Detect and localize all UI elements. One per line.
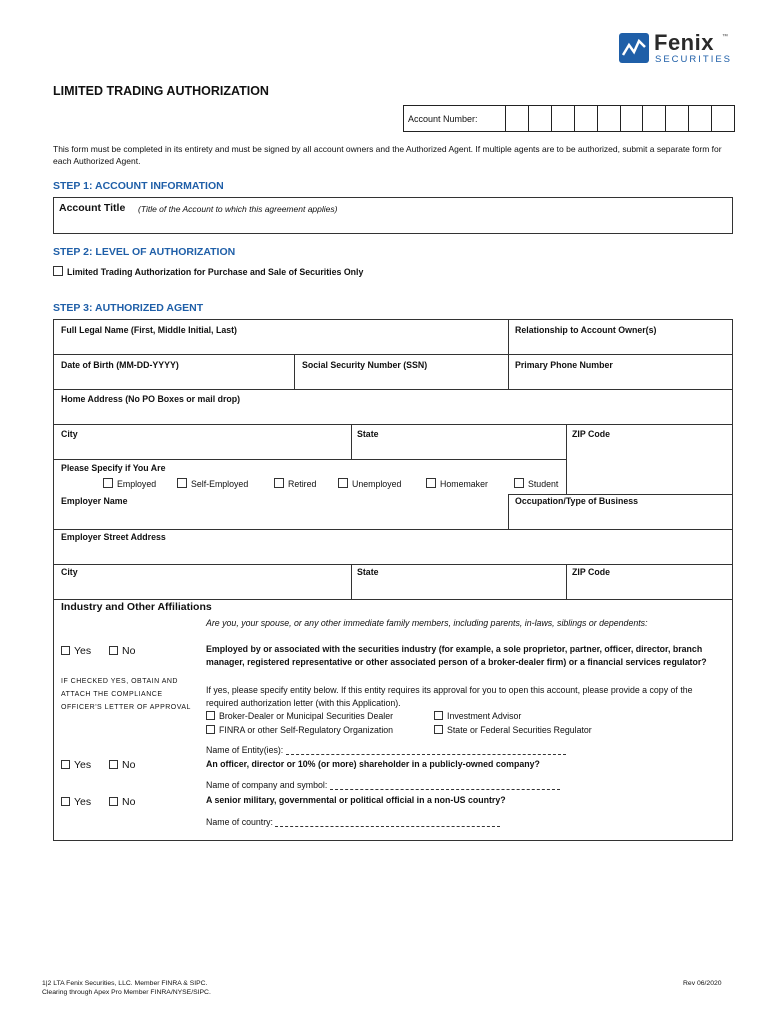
entity-name-label: Name of Entity(ies): [206, 745, 284, 755]
city-label: City [61, 429, 78, 439]
yes-label: Yes [74, 759, 92, 771]
q2-no[interactable] [109, 759, 135, 771]
entity-option-label: Broker-Dealer or Municipal Securities Dealer [219, 711, 394, 721]
q1-no[interactable] [109, 645, 135, 657]
country-field[interactable] [206, 817, 500, 827]
employer-street-label: Employer Street Address [61, 532, 166, 542]
q2-yes[interactable] [61, 759, 91, 771]
account-digit-cell[interactable] [666, 106, 689, 131]
account-digit-cell[interactable] [575, 106, 598, 131]
step2-heading: STEP 2: LEVEL OF AUTHORIZATION [53, 246, 236, 258]
page-title: LIMITED TRADING AUTHORIZATION [53, 84, 269, 98]
checkbox[interactable] [434, 725, 443, 734]
question-1: Employed by or associated with the securities industry (for example, a sole proprietor, partner, officer, director, branch manager, registered representative or other associated person of a broker-dealer firm) or a financial services regulator? [206, 644, 707, 668]
employment-option[interactable] [426, 478, 488, 489]
account-digit-cell[interactable] [529, 106, 552, 131]
country-label: Name of country: [206, 817, 273, 827]
account-title-hint: (Title of the Account to which this agreement applies) [138, 204, 338, 214]
entity-option-label: Investment Advisor [447, 711, 522, 721]
yes-label: Yes [74, 645, 92, 657]
employer-state-label: State [357, 567, 379, 577]
account-title-field[interactable] [53, 197, 733, 234]
employer-name-label: Employer Name [61, 496, 128, 506]
entity-option[interactable] [206, 725, 393, 735]
affiliations-heading: Industry and Other Affiliations [61, 601, 212, 613]
specify-label: Please Specify if You Are [61, 463, 166, 473]
occupation-label: Occupation/Type of Business [515, 496, 639, 506]
entity-name-input[interactable] [286, 745, 566, 755]
q1-yes[interactable] [61, 645, 91, 657]
account-digit-cell[interactable] [621, 106, 644, 131]
account-title-label: Account Title [59, 202, 126, 214]
revision-date: Rev 06/2020 [683, 980, 722, 987]
account-digit-cell[interactable] [643, 106, 666, 131]
checkbox[interactable] [206, 711, 215, 720]
intro-text: This form must be completed in its entirety and must be signed by all account owners and the Authorized Agent. If multiple agents are to be authorized, submit a separate form for each Authorized Agent. [53, 144, 722, 166]
checkbox[interactable] [109, 646, 118, 655]
entity-option-label: FINRA or other Self-Regulatory Organization [219, 725, 394, 735]
compliance-note-line: IF CHECKED YES, OBTAIN AND [61, 678, 178, 685]
checkbox[interactable] [53, 266, 63, 276]
zip-label: ZIP Code [572, 429, 610, 439]
question-2: An officer, director or 10% (or more) shareholder in a publicly-owned company? [206, 759, 540, 769]
employment-option[interactable] [514, 478, 558, 489]
footer-left [42, 979, 211, 997]
account-number-field[interactable] [403, 105, 735, 132]
dob-label: Date of Birth (MM-DD-YYYY) [61, 360, 179, 370]
state-label: State [357, 429, 379, 439]
footer-line: Clearing through Apex Pro Member FINRA/NYSE/SIPC. [42, 989, 211, 996]
step3-heading: STEP 3: AUTHORIZED AGENT [53, 302, 204, 314]
employer-zip-label: ZIP Code [572, 567, 610, 577]
account-digit-cell[interactable] [552, 106, 575, 131]
step1-heading: STEP 1: ACCOUNT INFORMATION [53, 180, 224, 192]
limited-trading-label: Limited Trading Authorization for Purchase and Sale of Securities Only [67, 267, 364, 277]
checkbox[interactable] [61, 646, 70, 655]
compliance-note-line: ATTACH THE COMPLIANCE [61, 691, 163, 698]
checkbox[interactable] [514, 478, 524, 488]
affiliations-intro: Are you, your spouse, or any other immediate family members, including parents, in-laws, siblings or dependents: [206, 618, 648, 628]
checkbox[interactable] [338, 478, 348, 488]
employment-option[interactable] [338, 478, 401, 489]
fenix-logo-mark [619, 33, 649, 63]
logo-subtitle: SECURITIES [655, 54, 733, 65]
compliance-note-line: OFFICER'S LETTER OF APPROVAL [61, 704, 191, 711]
no-label: No [122, 759, 136, 771]
compliance-note [61, 675, 191, 714]
no-label: No [122, 645, 136, 657]
entity-option-label: State or Federal Securities Regulator [447, 725, 592, 735]
q3-yes[interactable] [61, 796, 91, 808]
employment-option-label: Student [528, 479, 559, 489]
company-symbol-field[interactable] [206, 780, 560, 790]
logo-trademark: ™ [722, 34, 728, 40]
checkbox[interactable] [109, 760, 118, 769]
entity-option[interactable] [434, 711, 521, 721]
question-1-followup: If yes, please specify entity below. If this entity requires its approval for you to open this account, please provide a copy of the required authorization letter (with this Application). [206, 685, 693, 709]
footer-line: 1|2 LTA Fenix Securities, LLC. Member FINRA & SIPC. [42, 980, 208, 987]
yes-label: Yes [74, 796, 92, 808]
employment-option-label: Homemaker [440, 479, 488, 489]
entity-name-field[interactable] [206, 745, 566, 755]
checkbox[interactable] [177, 478, 187, 488]
checkbox[interactable] [206, 725, 215, 734]
checkbox[interactable] [434, 711, 443, 720]
phone-label: Primary Phone Number [515, 360, 613, 370]
checkbox[interactable] [109, 797, 118, 806]
employment-option-label: Unemployed [352, 479, 402, 489]
company-symbol-input[interactable] [330, 780, 560, 790]
q3-no[interactable] [109, 796, 135, 808]
no-label: No [122, 796, 136, 808]
account-digit-cell[interactable] [712, 106, 734, 131]
employment-option[interactable] [103, 478, 156, 489]
company-symbol-label: Name of company and symbol: [206, 780, 328, 790]
question-3: A senior military, governmental or political official in a non-US country? [206, 795, 506, 805]
employment-option-label: Employed [117, 479, 157, 489]
logo-name: Fenix [654, 30, 714, 55]
checkbox[interactable] [426, 478, 436, 488]
relationship-label: Relationship to Account Owner(s) [515, 325, 657, 335]
account-digit-cell[interactable] [598, 106, 621, 131]
account-digit-cell[interactable] [689, 106, 712, 131]
employment-option[interactable] [177, 478, 248, 489]
entity-option[interactable] [206, 711, 393, 721]
ssn-label: Social Security Number (SSN) [302, 360, 428, 370]
account-digit-cell[interactable] [506, 106, 529, 131]
home-address-label: Home Address (No PO Boxes or mail drop) [61, 394, 241, 404]
account-number-label: Account Number: [404, 106, 506, 131]
checkbox[interactable] [61, 760, 70, 769]
checkbox[interactable] [61, 797, 70, 806]
limited-trading-option[interactable] [53, 266, 363, 277]
checkbox[interactable] [103, 478, 113, 488]
country-input[interactable] [275, 817, 500, 827]
entity-option[interactable] [434, 725, 592, 735]
employment-option-label: Self-Employed [191, 479, 249, 489]
employment-option[interactable] [274, 478, 316, 489]
employer-city-label: City [61, 567, 78, 577]
full-name-label: Full Legal Name (First, Middle Initial, Last) [61, 325, 237, 335]
employment-option-label: Retired [288, 479, 317, 489]
checkbox[interactable] [274, 478, 284, 488]
